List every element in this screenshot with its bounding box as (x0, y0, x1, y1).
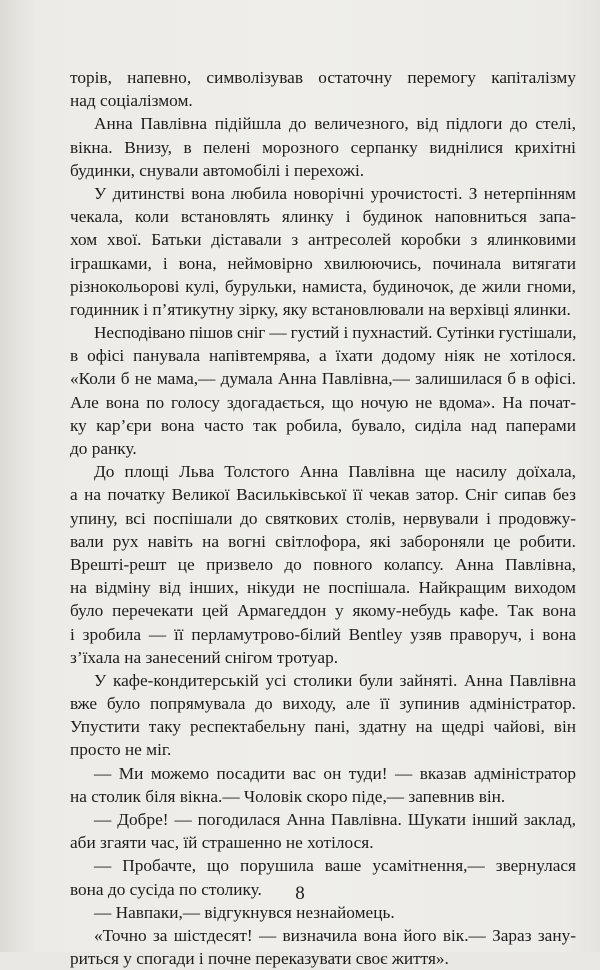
text-line: До площі Льва Толстого Анна Павлівна ще насилу доїхала, (94, 462, 576, 482)
body-text (70, 66, 576, 970)
text-line: ку кар’єри вона часто так робила, бувало, сиділа над паперами (70, 415, 576, 435)
text-line: і зробила — її перламутрово-білий Bentley узяв праворуч, і вона (70, 624, 576, 644)
text-line: з’їхала на занесений снігом тротуар. (70, 647, 339, 667)
text-line: У кафе-кондитерській усі столики були зайняті. Анна Павлівна (94, 670, 576, 690)
text-line: упину, всі поспішали до святкових столів, нервували і продовжу- (70, 508, 576, 528)
text-line: будинки, снували автомобілі і перехожі. (70, 160, 365, 180)
text-line: чекала, коли встановлять ялинку і будинок наповниться запа- (70, 207, 576, 227)
text-line: іграшками, і вона, неймовірно хвилюючись, починала витягати (70, 253, 576, 273)
text-line: годинник і п’ятикутну зірку, яку встановлювали на верхівці ялинки. (70, 299, 571, 319)
text-line: до ранку. (70, 439, 137, 458)
text-line: вали рух навіть на вогні світлофора, які забороняли це робити. (70, 531, 576, 551)
text-line: «Коли б не мама,— думала Анна Павлівна,— залишилася б в офісі. (70, 369, 576, 389)
text-line: Анна Павлівна підійшла до величезного, від підлоги до стелі, (94, 114, 576, 134)
text-line: вікна. Внизу, в пелені морозного серпанку виднілися крихітні (70, 137, 576, 157)
text-line: У дитинстві вона любила новорічні урочистості. З нетерпінням (94, 183, 576, 203)
text-line: — Ми можемо посадити вас он туди! — вказав адміністратор (94, 763, 576, 783)
text-line: Врешті-решт це призвело до повного колапсу. Анна Павлівна, (70, 554, 576, 574)
text-line: Несподівано пішов сніг — густий і пухнастий. Сутінки густішали, (94, 323, 577, 343)
text-line: просто не міг. (70, 740, 172, 760)
text-line: було перечекати цей Армагеддон у якому-небудь кафе. Так вона (70, 601, 576, 621)
text-line: в офісі панувала напівтемрява, а їхати додому ніяк не хотілося. (70, 346, 576, 366)
text-line: на відміну від інших, нікуди не поспішала. Найкращим виходом (70, 578, 576, 598)
text-line: — Навпаки,— відгукнувся незнайомець. (94, 902, 395, 922)
text-line: — Пробачте, що порушила ваше усамітнення,— звернулася (94, 856, 576, 876)
text-line: на столик біля вікна.— Чоловік скоро піде,— запевнив він. (70, 786, 506, 806)
text-line: Але вона по голосу здогадається, що ночую не вдома». На почат- (70, 392, 576, 412)
text-line: а на початку Великої Васильківської її чекав затор. Сніг сипав без (70, 485, 576, 505)
text-line: риться у спогади і почне переказувати своє життя». (70, 949, 449, 969)
text-line: різнокольорові кулі, бурульки, намиста, будиночок, де жили гноми, (70, 276, 576, 296)
text-line: — Добре! — погодилася Анна Павлівна. Шукати інший заклад, (94, 810, 576, 829)
text-line: вже було попрямувала до виходу, але її зупинив адміністратор. (70, 694, 576, 714)
text-line: торів, напевно, символізував остаточну перемогу капіталізму (70, 68, 576, 87)
text-line: над соціалізмом. (70, 91, 193, 111)
text-line: вона до сусіда по столику. (70, 879, 262, 899)
text-line: хом хвої. Батьки діставали з антресолей коробки з ялинковими (70, 230, 576, 250)
text-line: аби згаяти час, їй страшенно не хотілося. (70, 833, 374, 853)
text-line: «Точно за шістдесят! — визначила вона його вік.— Зараз зану- (94, 925, 576, 945)
text-line: Упустити таку респектабельну пані, здатну на щедрі чайові, він (70, 717, 576, 737)
page-number: 8 (295, 883, 305, 904)
